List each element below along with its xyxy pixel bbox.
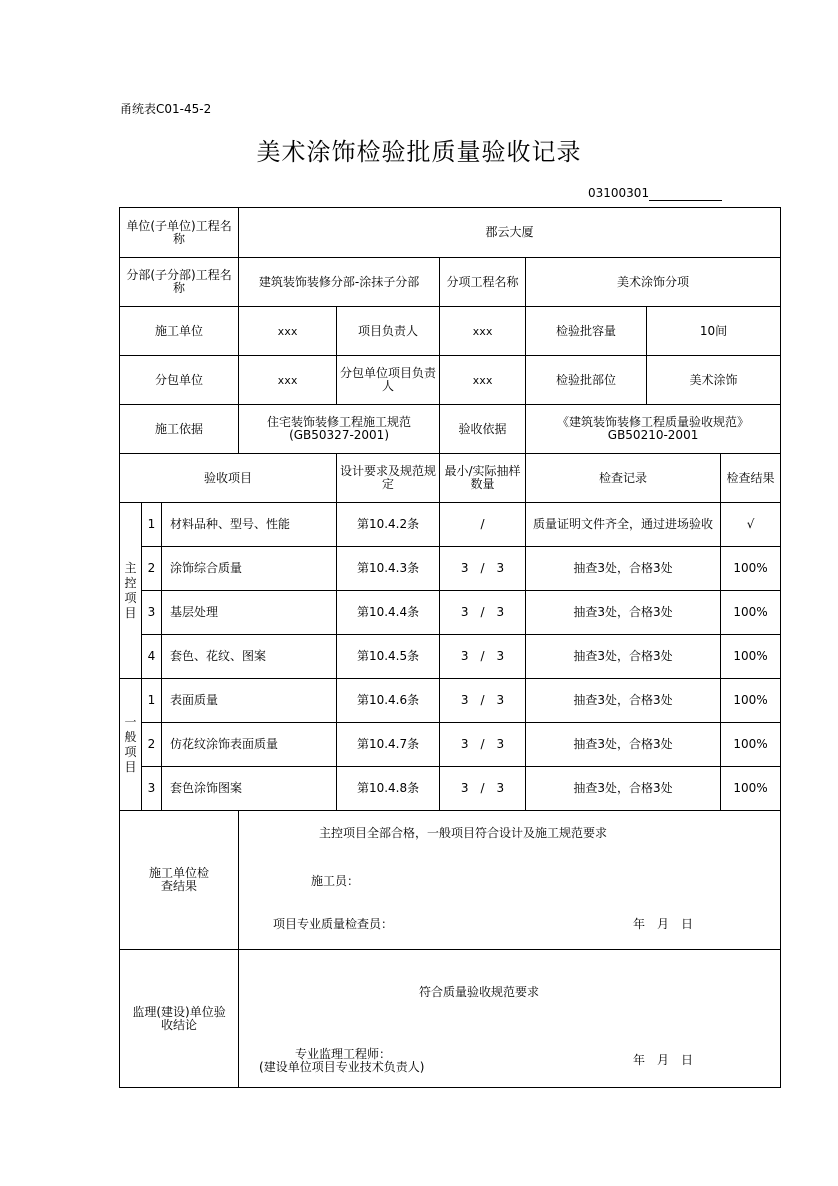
- table-row: [120, 591, 781, 635]
- item-result: 100%: [721, 767, 781, 811]
- table-row: [120, 723, 781, 767]
- serial-underline: [649, 200, 722, 201]
- item-name: 套色、花纹、图案: [162, 635, 337, 679]
- item-result: 100%: [721, 591, 781, 635]
- item-clause: 第10.4.2条: [337, 503, 440, 547]
- contractor-value: xxx: [239, 307, 337, 356]
- construction-basis-line1: 住宅装饰装修工程施工规范: [267, 415, 412, 429]
- item-name: 仿花纹涂饰表面质量: [162, 723, 337, 767]
- item-no: 4: [142, 635, 162, 679]
- general-group-label: 一般项目: [124, 714, 137, 774]
- item-record: 抽查3处，合格3处: [526, 723, 721, 767]
- contractor-check-label-text: 施工单位检查结果: [149, 866, 210, 893]
- item-no: 2: [142, 547, 162, 591]
- item-record: 质量证明文件齐全，通过进场验收: [526, 503, 721, 547]
- col-header-record: 检查记录: [526, 454, 721, 503]
- item-no: 1: [142, 503, 162, 547]
- item-record: 抽查3处，合格3处: [526, 591, 721, 635]
- contractor-check-label: [120, 811, 239, 950]
- main-group-label-cell: [120, 503, 142, 679]
- batch-location-label: 检验批部位: [526, 356, 647, 405]
- serial-number: 03100301: [588, 186, 650, 200]
- contractor-conclusion: 主控项目全部合格，一般项目符合设计及施工规范要求: [319, 826, 608, 840]
- acceptance-basis-line1: 《建筑装饰装修工程质量验收规范》: [557, 415, 750, 429]
- item-sample: 3 / 3: [440, 591, 526, 635]
- construction-basis-label: 施工依据: [120, 405, 239, 454]
- batch-capacity-value: 10间: [647, 307, 781, 356]
- item-record: 抽查3处，合格3处: [526, 635, 721, 679]
- quality-inspector-label: 项目专业质量检查员：: [273, 917, 394, 931]
- item-record: 抽查3处，合格3处: [526, 679, 721, 723]
- supervisor-check-label-text: 监理(建设)单位验收结论: [132, 1004, 226, 1032]
- item-name: 表面质量: [162, 679, 337, 723]
- subcontractor-label: 分包单位: [120, 356, 239, 405]
- worker-label: 施工员：: [311, 874, 360, 888]
- item-result: 100%: [721, 635, 781, 679]
- supervisor-check-area: [239, 950, 781, 1088]
- item-clause: 第10.4.7条: [337, 723, 440, 767]
- item-clause: 第10.4.4条: [337, 591, 440, 635]
- item-name: 材料品种、型号、性能: [162, 503, 337, 547]
- project-manager-label: 项目负责人: [337, 307, 440, 356]
- item-result: 100%: [721, 547, 781, 591]
- page-title: 美术涂饰检验批质量验收记录: [256, 138, 582, 166]
- sub-pm-label: 分包单位项目负责人: [337, 356, 440, 405]
- acceptance-basis-value: [526, 405, 781, 454]
- table-row: [120, 679, 781, 723]
- item-name: 涂饰综合质量: [162, 547, 337, 591]
- table-row: [120, 503, 781, 547]
- item-clause: 第10.4.8条: [337, 767, 440, 811]
- inspection-form-table: [119, 207, 781, 1088]
- table-row: [120, 635, 781, 679]
- division-value: 建筑装饰装修分部-涂抹子分部: [239, 258, 440, 307]
- general-group-label-cell: [120, 679, 142, 811]
- contractor-check-area: [239, 811, 781, 950]
- table-row: [120, 767, 781, 811]
- item-result: 100%: [721, 679, 781, 723]
- item-no: 3: [142, 767, 162, 811]
- item-result: √: [721, 503, 781, 547]
- batch-capacity-label: 检验批容量: [526, 307, 647, 356]
- project-name-value: 郡云大厦: [239, 208, 781, 258]
- sub-pm-value: xxx: [440, 356, 526, 405]
- item-sample: 3 / 3: [440, 679, 526, 723]
- construction-basis-line2: (GB50327-2001): [289, 428, 389, 442]
- subcontractor-value: xxx: [239, 356, 337, 405]
- table-row: [120, 547, 781, 591]
- item-sample: 3 / 3: [440, 547, 526, 591]
- item-sample: 3 / 3: [440, 767, 526, 811]
- col-header-sample: 最小/实际抽样数量: [440, 454, 526, 503]
- supervising-engineer-note: (建设单位项目专业技术负责人): [259, 1060, 425, 1074]
- batch-location-value: 美术涂饰: [647, 356, 781, 405]
- acceptance-basis-line2: GB50210-2001: [607, 428, 699, 442]
- item-sample: /: [440, 503, 526, 547]
- col-header-item: 验收项目: [120, 454, 337, 503]
- item-record: 抽查3处，合格3处: [526, 547, 721, 591]
- supervisor-conclusion: 符合质量验收规范要求: [419, 985, 540, 999]
- item-no: 3: [142, 591, 162, 635]
- item-no: 1: [142, 679, 162, 723]
- project-manager-value: xxx: [440, 307, 526, 356]
- division-label: 分部(子分部)工程名称: [120, 258, 239, 307]
- supervisor-date: 年 月 日: [633, 1053, 694, 1067]
- construction-basis-value: [239, 405, 440, 454]
- item-no: 2: [142, 723, 162, 767]
- contractor-label: 施工单位: [120, 307, 239, 356]
- acceptance-basis-label: 验收依据: [440, 405, 526, 454]
- item-sample: 3 / 3: [440, 635, 526, 679]
- item-record: 抽查3处，合格3处: [526, 767, 721, 811]
- item-name: 套色涂饰图案: [162, 767, 337, 811]
- subitem-label: 分项工程名称: [440, 258, 526, 307]
- col-header-result: 检查结果: [721, 454, 781, 503]
- contractor-date: 年 月 日: [633, 917, 694, 931]
- supervising-engineer-label: 专业监理工程师：: [295, 1047, 392, 1061]
- subitem-value: 美术涂饰分项: [526, 258, 781, 307]
- main-group-label: 主控项目: [124, 560, 137, 620]
- col-header-design: 设计要求及规范规定: [337, 454, 440, 503]
- item-clause: 第10.4.6条: [337, 679, 440, 723]
- item-clause: 第10.4.3条: [337, 547, 440, 591]
- project-name-label: 单位(子单位)工程名称: [120, 208, 239, 258]
- form-code: 甬统表C01-45-2: [120, 102, 212, 116]
- item-result: 100%: [721, 723, 781, 767]
- item-sample: 3 / 3: [440, 723, 526, 767]
- item-clause: 第10.4.5条: [337, 635, 440, 679]
- item-name: 基层处理: [162, 591, 337, 635]
- supervisor-check-label: [120, 950, 239, 1088]
